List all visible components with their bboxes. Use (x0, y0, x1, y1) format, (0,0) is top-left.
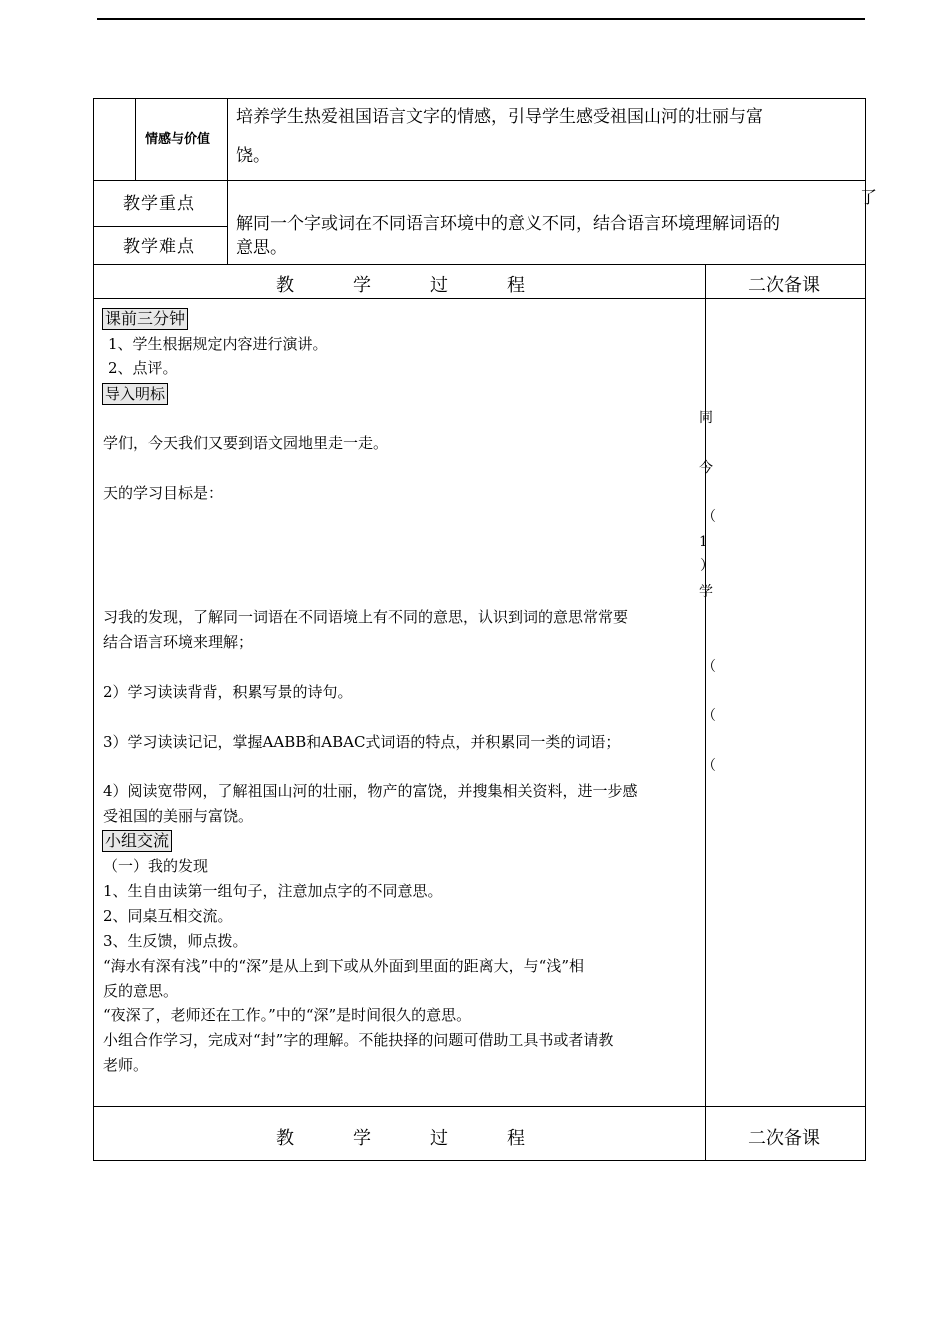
side-char: （ (702, 509, 716, 525)
list-item: 2、点评。 (108, 359, 178, 377)
process-char: 程 (507, 275, 525, 296)
header-rule (97, 18, 865, 20)
side-char: ） (700, 558, 714, 574)
process-char: 过 (430, 275, 448, 296)
side-char: （ (702, 758, 716, 774)
row-divider (93, 298, 866, 299)
intro-line: 天的学习目标是： (103, 484, 224, 502)
row-divider (93, 180, 866, 181)
goal-line: 习我的发现，了解同一词语在不同语境上有不同的意思，认识到词的意思常常要 (103, 608, 629, 626)
stray-char: 了 (860, 188, 877, 208)
group-line: 老师。 (103, 1056, 149, 1074)
process-char: 学 (353, 275, 371, 296)
group-line: 小组合作学习，完成对“封”字的理解。不能抉择的问题可借助工具书或者请教 (103, 1031, 614, 1049)
footer-process-char: 学 (353, 1128, 371, 1149)
row-divider (93, 1106, 866, 1107)
side-char: 学 (699, 584, 713, 600)
table-bottom-border (93, 1160, 866, 1161)
footer-process-char: 过 (430, 1128, 448, 1149)
goal-line: 4）阅读宽带网，了解祖国山河的壮丽，物产的富饶，并搜集相关资料，进一步感 (103, 782, 638, 800)
group-line: 1、生自由读第一组句子，注意加点字的不同意思。 (103, 882, 443, 900)
group-line: 2、同桌互相交流。 (103, 907, 233, 925)
col-divider (135, 98, 136, 180)
list-item: 1、学生根据规定内容进行演讲。 (108, 335, 328, 353)
section-title-intro: 导入明标 (102, 383, 168, 405)
group-line: “夜深了，老师还在工作。”中的“深”是时间很久的意思。 (103, 1006, 472, 1024)
key-content-line2: 意思。 (236, 238, 287, 258)
side-char: （ (702, 708, 716, 724)
key-content-line1: 解同一个字或词在不同语言环境中的意义不同，结合语言环境理解词语的 (236, 214, 780, 234)
group-line: （一）我的发现 (103, 857, 209, 875)
side-char: 同 (699, 410, 713, 426)
row-divider (93, 264, 866, 265)
process-char: 教 (276, 275, 294, 296)
side-char: 1 (699, 534, 708, 550)
goal-line: 2）学习读读背背，积累写景的诗句。 (103, 683, 353, 701)
goal-line: 结合语言环境来理解； (103, 633, 254, 651)
goal-line: 受祖国的美丽与富饶。 (103, 807, 254, 825)
key-point-label: 教学重点 (123, 194, 195, 214)
emotion-content-line2: 饶。 (236, 146, 270, 166)
group-line: 反的意思。 (103, 982, 179, 1000)
footer-secondary-prep-header: 二次备课 (748, 1128, 820, 1149)
section-title-group: 小组交流 (102, 830, 172, 852)
emotion-label: 情感与价值 (145, 132, 211, 147)
difficult-point-label: 教学难点 (123, 237, 195, 257)
emotion-content-line1: 培养学生热爱祖国语言文字的情感，引导学生感受祖国山河的壮丽与富 (236, 107, 763, 127)
table-left-border (93, 98, 94, 1161)
section-title-pre-class: 课前三分钟 (102, 308, 188, 330)
group-line: “海水有深有浅”中的“深”是从上到下或从外面到里面的距离大，与“浅”相 (103, 957, 585, 975)
secondary-prep-header: 二次备课 (748, 275, 820, 296)
col-divider (227, 98, 228, 264)
footer-process-char: 教 (276, 1128, 294, 1149)
intro-line: 学们，今天我们又要到语文园地里走一走。 (103, 434, 389, 452)
footer-process-char: 程 (507, 1128, 525, 1149)
table-top-border (93, 98, 866, 99)
group-line: 3、生反馈，师点拨。 (103, 932, 248, 950)
side-char: 今 (699, 460, 713, 476)
label-divider (93, 226, 227, 227)
goal-line: 3）学习读读记记，掌握AABB和ABAC式词语的特点，并积累同一类的词语； (103, 733, 621, 751)
table-right-border (865, 98, 866, 1161)
side-char: （ (702, 659, 716, 675)
